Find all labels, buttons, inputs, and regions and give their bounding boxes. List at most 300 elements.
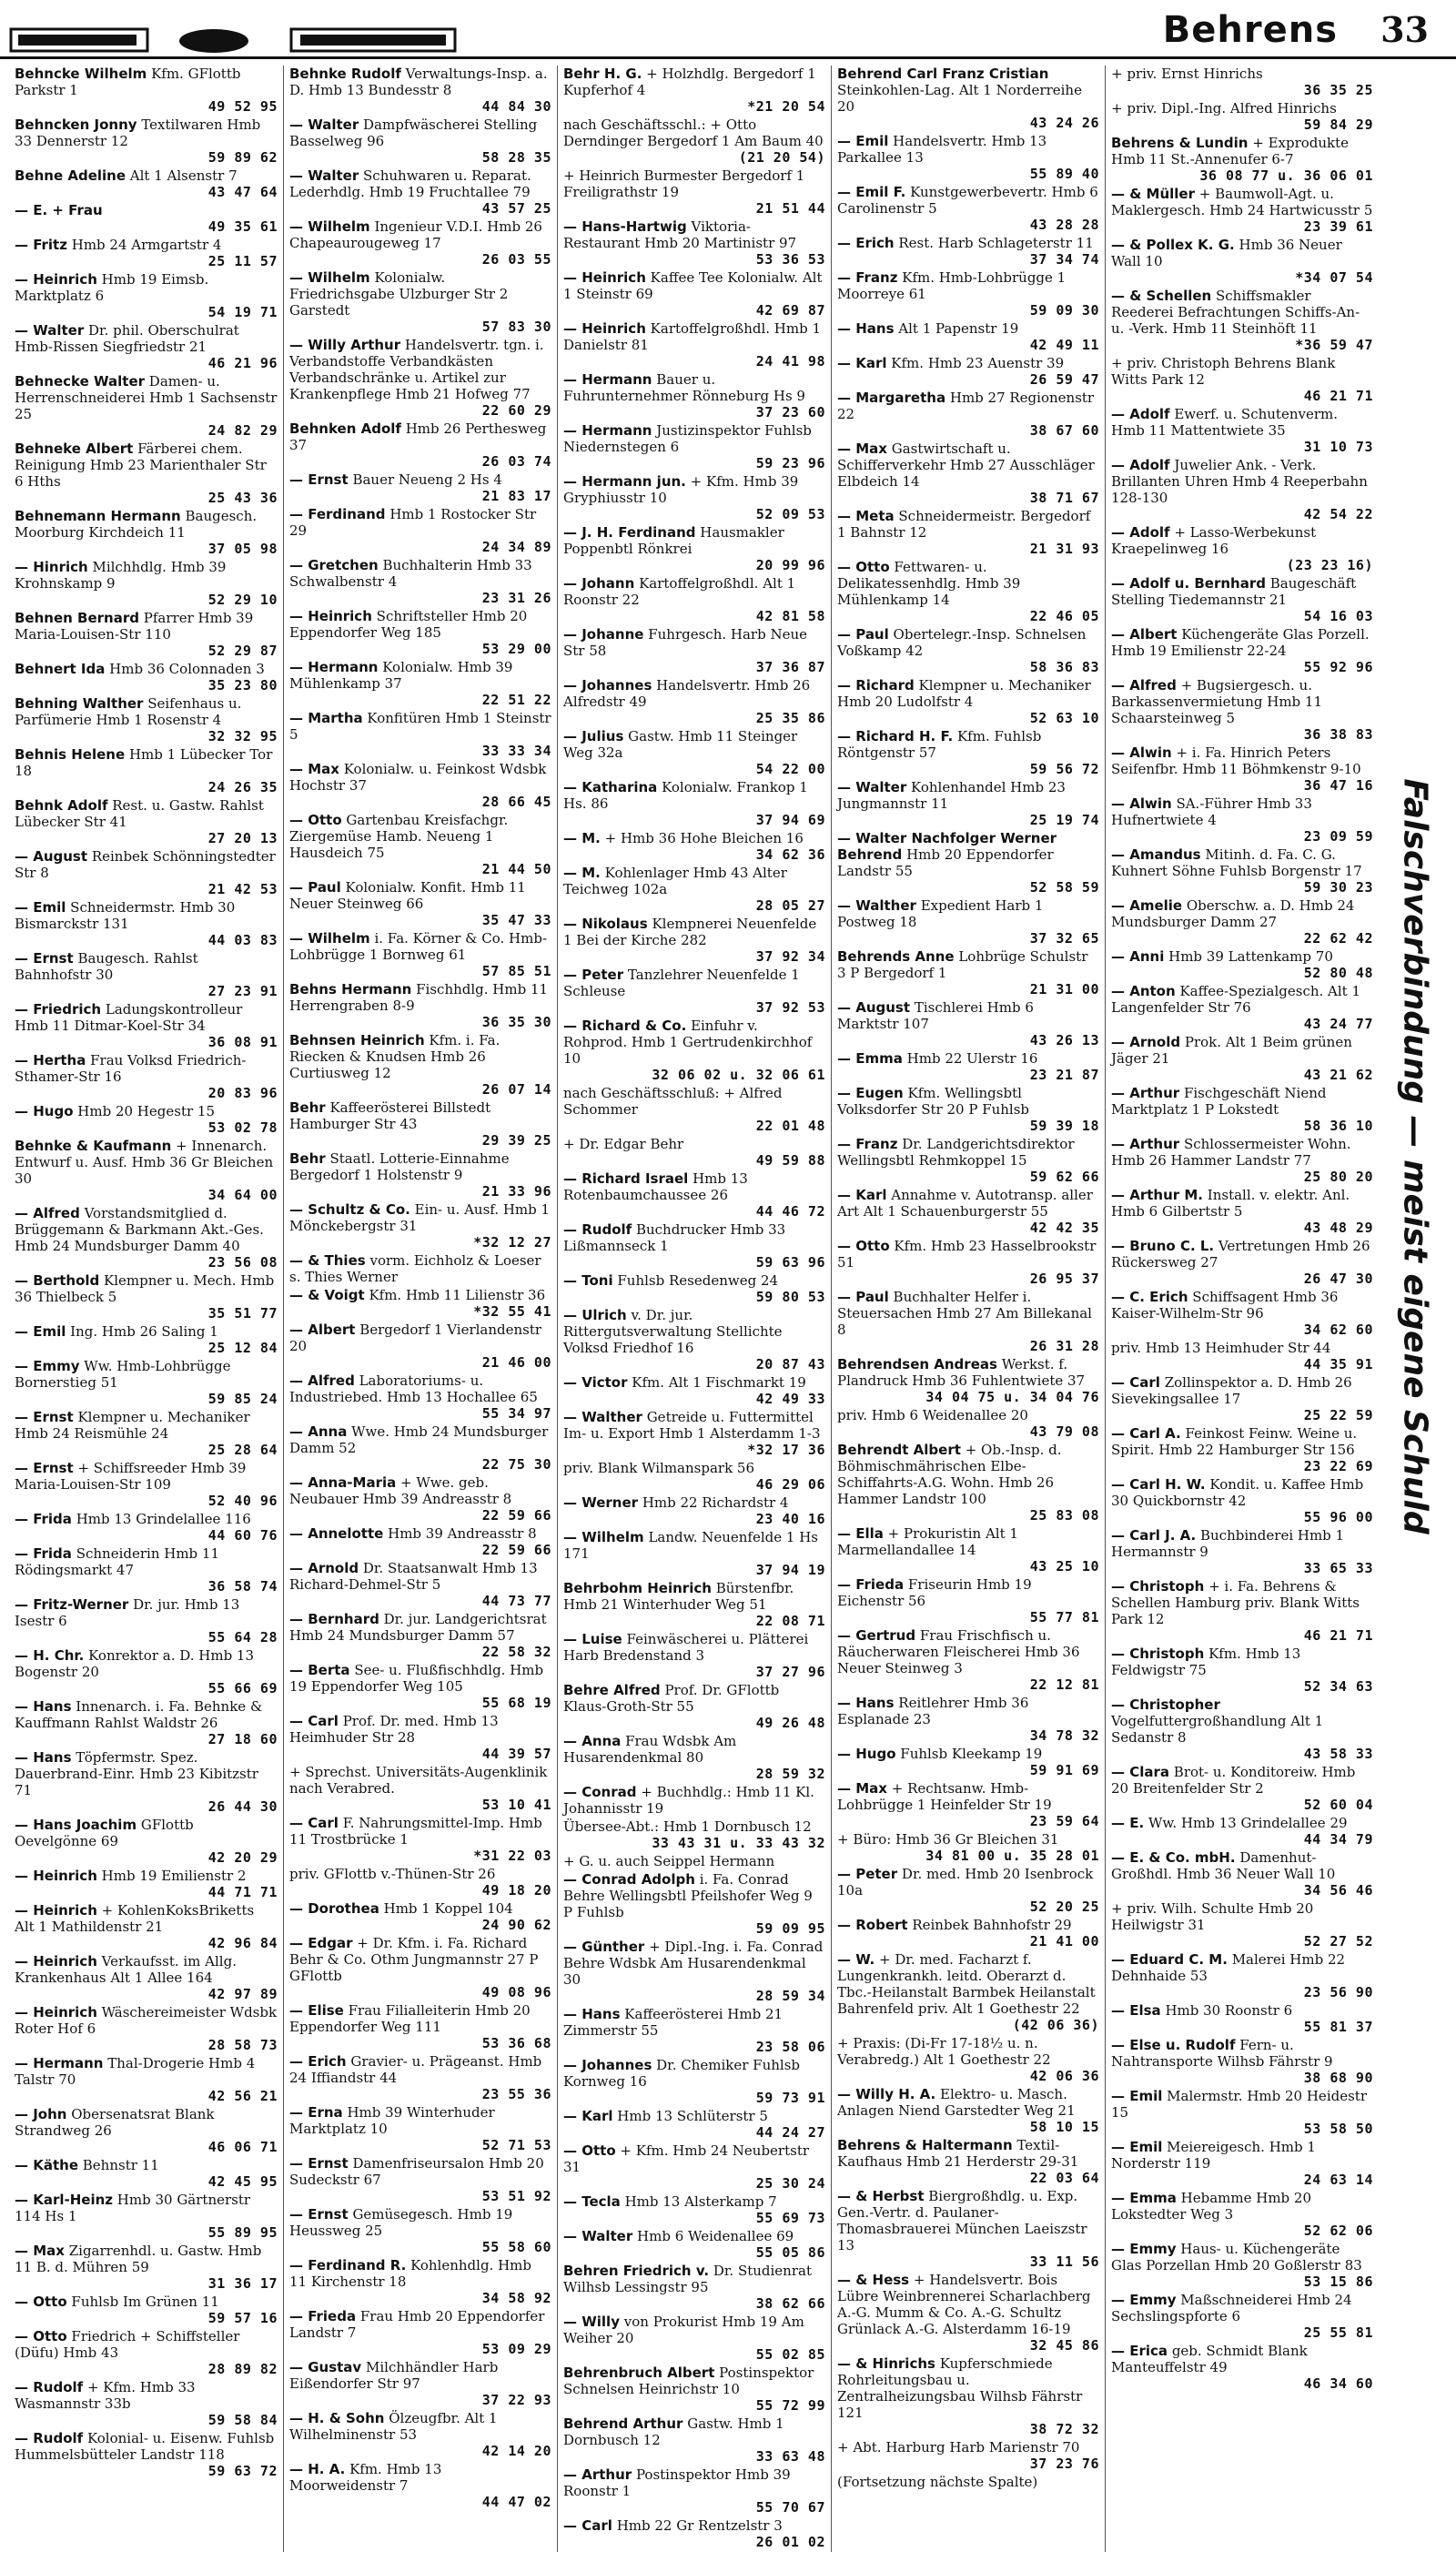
entry-phone: 42 14 20: [481, 2443, 551, 2459]
directory-entry: [15, 1902, 278, 1951]
entry-phone: 23 56 08: [207, 1254, 278, 1271]
entry-name: Behrendsen Andreas: [837, 1356, 997, 1372]
entry-details: Fischhdlg. Hmb 11 Herrengraben 8-9: [289, 981, 549, 1014]
entry-name: — Carl H. W.: [1111, 1476, 1206, 1493]
directory-entry: [563, 66, 825, 115]
entry-phone: 44 03 83: [207, 932, 278, 948]
entry-phone: 38 67 60: [1029, 422, 1099, 439]
entry-details: Reinbek Bahnhofstr 29: [912, 1917, 1072, 1933]
column-1: [9, 66, 283, 2552]
entry-details: Kohlenhdlg. Hmb 11 Kirchenstr 18: [289, 2257, 531, 2290]
entry-details: Ölzeugfbr. Alt 1 Wilhelminenstr 53: [289, 2410, 498, 2443]
directory-entry: [1111, 575, 1373, 624]
entry-name: — Anna-Maria: [289, 1474, 397, 1491]
entry-details: Kunstgewerbevertr. Hmb 6 Carolinenstr 5: [837, 184, 1098, 217]
entry-details: Steinkohlen-Lag. Alt 1 Norderreihe 20: [837, 82, 1082, 115]
entry-name: — Albert: [1111, 626, 1178, 643]
entry-details: Vogelfuttergroßhandlung Alt 1 Sedanstr 8: [1111, 1713, 1324, 1746]
directory-entry: [289, 1662, 551, 1711]
entry-phone: 57 85 51: [481, 963, 551, 979]
entry-details: Kartoffelgroßhdl. Alt 1 Roonstr 22: [563, 575, 796, 608]
entry-phone: 26 01 02: [755, 2534, 825, 2550]
directory-entry: [1111, 1425, 1373, 1474]
entry-details: Werkst. f. Plandruck Hmb 36 Fuhlentwiete 37: [837, 1356, 1086, 1389]
entry-name: — Karl: [837, 1187, 887, 1203]
directory-entry: [1111, 1034, 1373, 1083]
entry-phone: 43 21 62: [1303, 1067, 1373, 1083]
entry-details: Frau Hmb 20 Eppendorfer Landstr 7: [289, 2308, 545, 2341]
entry-phone: 55 05 86: [755, 2244, 825, 2261]
entry-details: Fuhlsb Im Grünen 11: [71, 2294, 219, 2310]
entry-name: — Heinrich: [15, 2004, 97, 2020]
entry-name: — Luise: [563, 1631, 622, 1647]
directory-entry: [563, 967, 825, 1016]
entry-details: Hausmakler Poppenbtl Rönkrei: [563, 524, 784, 557]
directory-entry: [15, 610, 278, 659]
entry-details: Schneidermeistr. Bergedorf 1 Bahnstr 12: [837, 508, 1091, 541]
entry-details: See- u. Flußfischhdlg. Hmb 19 Eppendorfer Weg 105: [289, 1662, 544, 1695]
entry-phone: 58 36 83: [1029, 659, 1099, 675]
entry-details: Kfm. Hmb 11 Lilienstr 36: [369, 1287, 546, 1303]
entry-phone: 46 06 71: [207, 2139, 278, 2155]
directory-entry: [837, 66, 1099, 131]
entry-name: — Carl: [563, 2517, 612, 2534]
entry-name: — Hans: [563, 2006, 621, 2022]
entry-phone: 49 26 48: [755, 1715, 825, 1731]
directory-entry: [837, 999, 1099, 1048]
entry-name: — Wilhelm: [289, 930, 370, 947]
entry-details: Verwaltungs-Insp. a. D. Hmb 13 Bundesstr 8: [289, 66, 548, 98]
entry-details: v. Dr. jur. Rittergutsverwaltung Stellichte Volksd Friedhof 16: [563, 1307, 783, 1356]
entry-name: Behnsen Heinrich: [289, 1032, 425, 1048]
entry-details: Oberschw. a. D. Hmb 24 Mundsburger Damm 27: [1111, 897, 1355, 930]
entry-details: Bürstenfbr. Hmb 21 Winterhuder Weg 51: [563, 1580, 794, 1613]
entry-phone: 23 59 64: [1029, 1813, 1099, 1829]
entry-phone: 21 46 00: [481, 1354, 551, 1371]
entry-details: Alt 1 Papenstr 19: [898, 320, 1019, 337]
entry-phone: 52 80 48: [1303, 965, 1373, 981]
directory-entry: [15, 950, 278, 999]
directory-entry: [563, 2517, 825, 2550]
entry-details: Textil-Kaufhaus Hmb 21 Herderstr 29-31: [837, 2137, 1079, 2170]
entry-phone: 34 04 75 u. 34 04 76: [925, 1389, 1099, 1405]
directory-entry: [15, 1953, 278, 2002]
entry-phone: 59 09 30: [1029, 302, 1099, 319]
entry-details: Konrektor a. D. Hmb 13 Bogenstr 20: [15, 1647, 255, 1680]
entry-phone: 21 42 53: [207, 881, 278, 897]
directory-entry: [1111, 2343, 1373, 2392]
directory-entry: [837, 269, 1099, 319]
entry-details: Ingenieur V.D.I. Hmb 26 Chapeaurougeweg 17: [289, 218, 542, 251]
entry-phone: 22 51 22: [481, 692, 551, 708]
entry-phone: 59 91 69: [1029, 1762, 1099, 1778]
entry-phone: 59 23 96: [755, 455, 825, 471]
entry-phone: 24 90 62: [481, 1917, 551, 1933]
directory-entry: [289, 2155, 551, 2204]
entry-details: Gastw. Hmb 1 Dornbusch 12: [563, 2415, 784, 2448]
entry-details: Kfm. Alt 1 Fischmarkt 19: [632, 1374, 806, 1391]
entry-phone: 44 84 30: [481, 98, 551, 115]
entry-phone: 54 19 71: [207, 304, 278, 320]
directory-entry: [289, 471, 551, 504]
entry-name: — Elise: [289, 2002, 344, 2019]
entry-details: + G. u. auch Seippel Hermann: [563, 1853, 775, 1869]
entry-phone: 43 28 28: [1029, 217, 1099, 233]
directory-entry: [289, 1423, 551, 1473]
entry-name: — John: [15, 2106, 67, 2122]
entry-name: — Carl J. A.: [1111, 1527, 1197, 1544]
entry-name: — Gretchen: [289, 557, 379, 573]
entry-name: — J. H. Ferdinand: [563, 524, 696, 541]
entry-details: Kohlenhandel Hmb 23 Jungmannstr 11: [837, 779, 1066, 812]
entry-details: Dr. Chemiker Fuhlsb Kornweg 16: [563, 2057, 801, 2090]
entry-phone: 36 47 16: [1303, 777, 1373, 794]
entry-phone: 28 59 32: [755, 1766, 825, 1782]
entry-name: — Otto: [563, 2142, 616, 2159]
entry-details: Schuhwaren u. Reparat. Lederhdlg. Hmb 19 Fruchtallee 79: [289, 167, 531, 200]
entry-name: — Hugo: [15, 1103, 74, 1119]
entry-name: — Hugo: [837, 1746, 896, 1762]
directory-entry: [837, 1866, 1099, 1915]
entry-details: Malermstr. Hmb 20 Heidestr 15: [1111, 2088, 1367, 2121]
entry-phone: *31 22 03: [473, 1848, 551, 1864]
entry-phone: 21 51 44: [755, 200, 825, 217]
entry-name: — Willy Arthur: [289, 337, 401, 353]
entry-details: + i. Fa. Behrens & Schellen Hamburg priv. Blank Witts Park 12: [1111, 1578, 1360, 1627]
entry-details: Zollinspektor a. D. Hmb 26 Sievekingsallee 17: [1111, 1374, 1352, 1407]
entry-phone: 23 40 16: [755, 1511, 825, 1527]
directory-entry: [15, 2106, 278, 2155]
directory-entry: [289, 1866, 551, 1899]
entry-details: Hmb 30 Gärtnerstr 114 Hs 1: [15, 2192, 251, 2224]
entry-phone: 52 60 04: [1303, 1797, 1373, 1813]
entry-phone: 55 34 97: [481, 1405, 551, 1422]
directory-entry: [563, 320, 825, 370]
entry-details: Klempner u. Mechaniker Hmb 24 Reismühle 24: [15, 1409, 250, 1442]
entry-details: Dr. jur. Landgerichtsrat Hmb 24 Mundsburger Damm 57: [289, 1611, 547, 1644]
entry-phone: 53 58 50: [1303, 2121, 1373, 2137]
entry-name: — Alfred: [15, 1205, 80, 1221]
directory-entry: [563, 371, 825, 420]
directory-entry: [289, 812, 551, 877]
directory-entry: [837, 1525, 1099, 1575]
entry-details: Schiffsagent Hmb 36 Kaiser-Wilhelm-Str 96: [1111, 1289, 1339, 1322]
entry-details: Hmb 22 Gr Rentzelstr 3: [616, 2517, 783, 2534]
entry-details: Handelsvertr. Hmb 26 Alfredstr 49: [563, 677, 811, 710]
entry-details: SA.-Führer Hmb 33 Hufnertwiete 4: [1111, 795, 1312, 828]
directory-entry: [1111, 626, 1373, 675]
entry-details: Friseurin Hmb 19 Eichenstr 56: [837, 1576, 1032, 1609]
entry-phone: 21 31 00: [1029, 981, 1099, 998]
entry-phone: 55 72 99: [755, 2397, 825, 2414]
directory-entry: [837, 830, 1099, 896]
directory-entry: [563, 1221, 825, 1271]
entry-name: Behnen Bernard: [15, 610, 139, 626]
directory-entry: [563, 830, 825, 863]
directory-entry: [837, 2188, 1099, 2270]
entry-phone: 53 36 68: [481, 2035, 551, 2051]
entry-details: Schriftsteller Hmb 20 Eppendorfer Weg 185: [289, 608, 528, 641]
entry-phone: 55 70 67: [755, 2499, 825, 2516]
directory-entry: [15, 1205, 278, 1271]
entry-name: Behnk Adolf: [15, 797, 108, 814]
entry-details: Feinwäscherei u. Plätterei Harb Bredenstand 3: [563, 1631, 809, 1664]
entry-details: Gemüsegesch. Hmb 19 Heussweg 25: [289, 2206, 513, 2239]
directory-entry: [15, 202, 278, 235]
directory-entry: [15, 1001, 278, 1050]
entry-phone: 53 02 78: [207, 1119, 278, 1136]
entry-phone: 59 62 66: [1029, 1169, 1099, 1185]
entry-name: — Johannes: [563, 2057, 652, 2073]
entry-name: — Schultz & Co.: [289, 1201, 410, 1218]
entry-name: Behrenbruch Albert: [563, 2365, 715, 2381]
entry-details: Küchengeräte Glas Porzell. Hmb 19 Emilienstr 22-24: [1111, 626, 1370, 659]
directory-entry: [15, 373, 278, 439]
directory-entry: [15, 1409, 278, 1458]
entry-phone: 59 63 72: [207, 2463, 278, 2479]
entry-phone: 59 39 18: [1029, 1118, 1099, 1134]
entry-details: + Ob.-Insp. d. Böhmischmährischen Elbe-Schiffahrts-A.G. Wohn. Hmb 26 Hammer Landstr 100: [837, 1442, 1062, 1507]
directory-entry: [289, 557, 551, 606]
entry-name: — Otto: [15, 2328, 67, 2344]
directory-entry: [15, 271, 278, 320]
page-title: Behrens: [1162, 9, 1338, 51]
entry-phone: 54 16 03: [1303, 608, 1373, 624]
entry-details: i. Fa. Conrad Behre Wellingsbtl Pfeilshofer Weg 9 P Fuhlsb: [563, 1871, 813, 1920]
entry-name: — Frida: [15, 1545, 72, 1562]
entry-details: priv. Hmb 6 Weidenallee 20: [837, 1407, 1028, 1423]
directory-entry: [837, 948, 1099, 998]
entry-phone: 37 36 87: [755, 659, 825, 675]
entry-name: — Carl: [289, 1713, 339, 1729]
entry-phone: 38 68 90: [1303, 2070, 1373, 2086]
directory-entry: [1111, 406, 1373, 455]
directory-entry: [1111, 1340, 1373, 1372]
entry-details: + Hmb 36 Hohe Bleichen 16: [604, 830, 804, 846]
entry-details: Seifenhaus u. Parfümerie Hmb 1 Rosenstr 4: [15, 695, 242, 728]
entry-phone: 53 15 86: [1303, 2274, 1373, 2290]
entry-name: — Victor: [563, 1374, 628, 1391]
entry-phone: 25 80 20: [1303, 1169, 1373, 1185]
entry-name: — Max: [289, 761, 339, 777]
directory-entry: [289, 2053, 551, 2102]
entry-phone: 37 32 65: [1029, 930, 1099, 947]
entry-phone: 25 43 36: [207, 490, 278, 506]
entry-details: + Prokuristin Alt 1 Marmellandallee 14: [837, 1525, 1018, 1558]
entry-name: — Hans-Hartwig: [563, 218, 687, 235]
directory-entry: [837, 1951, 1099, 2033]
directory-entry: [563, 2142, 825, 2192]
entry-phone: 34 81 00 u. 35 28 01: [925, 1848, 1099, 1864]
entry-details: Fuhlsb Kleekamp 19: [900, 1746, 1043, 1762]
entry-details: Hmb 6 Weidenallee 69: [637, 2228, 794, 2244]
entry-phone: 36 35 30: [481, 1014, 551, 1030]
entry-details: Frau Volksd Friedrich-Sthamer-Str 16: [15, 1052, 247, 1085]
entry-name: — Hans: [15, 1749, 72, 1766]
entry-details: Milchhändler Harb Eißendorfer Str 97: [289, 2359, 499, 2392]
entry-phone: 42 06 36: [1029, 2068, 1099, 2084]
entry-details: Alt 1 Alsenstr 7: [129, 167, 238, 184]
directory-entry: [1111, 1085, 1373, 1134]
directory-entry: [837, 2086, 1099, 2135]
directory-entry: [837, 728, 1099, 777]
directory-entry: [1111, 524, 1373, 573]
directory-entry: [563, 626, 825, 675]
entry-name: Behrens & Haltermann: [837, 2137, 1013, 2153]
directory-entry: [837, 626, 1099, 675]
entry-name: — Hermann jun.: [563, 473, 686, 490]
entry-details: Fuhlsb Resedenweg 24: [617, 1272, 779, 1289]
entry-details: Baugeschäft Stelling Tiedemannstr 21: [1111, 575, 1357, 608]
entry-name: — Hertha: [15, 1052, 86, 1068]
entry-phone: 54 22 00: [755, 761, 825, 777]
directory-entry: [289, 506, 551, 555]
entry-details: + Handelsvertr. Bois Lübre Weinbrennerei Scharlachberg A.-G. Mumm & Co. A.-G. Schultz Grünlack A.-G. Alsterdamm 16-19: [837, 2272, 1091, 2337]
entry-details: Hmb 13 Schlüterstr 5: [617, 2108, 768, 2124]
entry-name: Behnecke Walter: [15, 373, 146, 390]
entry-phone: 59 85 24: [207, 1391, 278, 1407]
entry-details: + Baumwoll-Agt. u. Maklergesch. Hmb 24 Hartwicusstr 5: [1111, 186, 1373, 218]
directory-entry: [837, 1442, 1099, 1524]
directory-entry: [837, 184, 1099, 233]
directory-entry: [15, 1698, 278, 1747]
directory-entry: [837, 2137, 1099, 2186]
entry-phone: 31 36 17: [207, 2275, 278, 2292]
entry-details: nach Geschäftsschl.: + Otto Derndinger Bergedorf 1 Am Baum 40: [563, 116, 824, 149]
entry-name: — Walter Nachfolger Werner Behrend: [837, 830, 1057, 863]
directory-entry: [289, 2206, 551, 2255]
entry-phone: 28 59 34: [755, 1988, 825, 2004]
directory-entry: [1111, 897, 1373, 947]
entry-name: — Richard Israel: [563, 1170, 689, 1187]
entry-name: — Robert: [837, 1917, 908, 1933]
entry-phone: 23 39 61: [1303, 218, 1373, 235]
entry-details: Mitinh. d. Fa. C. G. Kuhnert Söhne Fuhlsb Borgenstr 17: [1111, 846, 1362, 879]
entry-details: Rest. Harb Schlageterstr 11: [898, 235, 1094, 251]
entry-phone: 33 65 33: [1303, 1560, 1373, 1576]
directory-entry: [1111, 1136, 1373, 1185]
entry-phone: 33 33 34: [481, 743, 551, 759]
entry-name: — Gertrud: [837, 1627, 916, 1644]
entry-details: vorm. Eichholz & Loeser s. Thies Werner: [289, 1252, 541, 1285]
entry-phone: 37 94 19: [755, 1562, 825, 1578]
entry-name: — Else u. Rudolf: [1111, 2037, 1236, 2053]
entry-details: i. Fa. Körner & Co. Hmb-Lohbrügge 1 Bornweg 61: [289, 930, 548, 963]
entry-name: — Arthur: [1111, 1085, 1180, 1101]
entry-name: — Christoph: [1111, 1578, 1205, 1595]
entry-phone: 37 92 53: [755, 999, 825, 1016]
entry-details: Prok. Alt 1 Beim grünen Jäger 21: [1111, 1034, 1352, 1067]
entry-phone: 36 38 83: [1303, 726, 1373, 743]
entry-name: — Edgar: [289, 1935, 353, 1951]
entry-name: — Franz: [837, 269, 898, 286]
entry-name: — Emil F.: [837, 184, 906, 200]
directory-entry: [837, 1050, 1099, 1083]
entry-name: — Arthur: [1111, 1136, 1180, 1152]
entry-phone: *32 12 27: [473, 1234, 551, 1251]
entry-name: — Adolf: [1111, 457, 1170, 473]
directory-entry: [289, 608, 551, 657]
entry-details: Wwe. Hmb 24 Mundsburger Damm 52: [289, 1423, 549, 1456]
entry-name: — Nikolaus: [563, 916, 648, 932]
entry-details: Malerei Hmb 22 Dehnhaide 53: [1111, 1951, 1346, 1984]
entry-phone: 42 20 29: [207, 1849, 278, 1866]
directory-entry: [289, 337, 551, 419]
entry-details: Hmb 30 Roonstr 6: [1165, 2002, 1293, 2019]
entry-phone: 43 57 25: [481, 200, 551, 217]
entry-name: Behr H. G.: [563, 66, 642, 82]
entry-details: Buchhalter Helfer i. Steuersachen Hmb 27 Am Billekanal 8: [837, 1289, 1092, 1338]
entry-details: Hmb 36 Colonnaden 3: [109, 661, 265, 677]
entry-name: — Emmy: [1111, 2292, 1177, 2308]
entry-details: Hmb 27 Regionenstr 22: [837, 390, 1095, 422]
directory-entry: [563, 218, 825, 268]
entry-details: + priv. Ernst Hinrichs: [1111, 66, 1263, 82]
entry-phone: 53 29 00: [481, 641, 551, 657]
entry-details: Hmb 22 Ulerstr 16: [906, 1050, 1038, 1067]
entry-details: + KohlenKoksBriketts Alt 1 Mathildenstr 21: [15, 1902, 255, 1935]
directory-entry: [15, 2157, 278, 2190]
entry-details: Hmb 39 Andreasstr 8: [388, 1525, 537, 1542]
entry-details: Hmb 13 Grindelallee 116: [76, 1511, 251, 1527]
entry-details: Kolonialw. Konfit. Hmb 11 Neuer Steinweg 66: [289, 879, 526, 912]
entry-details: Vorstandsmitglied d. Brüggemann & Barkmann Akt.-Ges. Hmb 24 Mundsburger Damm 40: [15, 1205, 264, 1254]
directory-entry: [563, 2006, 825, 2055]
entry-details: Einfuhr v. Rohprod. Hmb 1 Gertrudenkirchhof 10: [563, 1018, 813, 1067]
entry-details: Juwelier Ank. - Verk. Brillanten Uhren Hmb 4 Reeperbahn 128-130: [1111, 457, 1368, 506]
entry-name: — Carl: [1111, 1374, 1160, 1391]
directory-entry: [1111, 1951, 1373, 2000]
directory-entry: [837, 559, 1099, 624]
entry-phone: 49 59 88: [755, 1152, 825, 1169]
entry-name: — Wilhelm: [563, 1529, 644, 1545]
entry-details: Reitlehrer Hmb 36 Esplanade 23: [837, 1695, 1029, 1727]
entry-details: Baugesch. Rahlst Bahnhofstr 30: [15, 950, 198, 983]
entry-phone: 22 59 66: [481, 1507, 551, 1524]
directory-entry: [563, 2108, 825, 2141]
entry-phone: 34 58 92: [481, 2290, 551, 2306]
entry-name: — Frida: [15, 1511, 72, 1527]
entry-phone: 24 63 14: [1303, 2172, 1373, 2188]
entry-phone: 36 35 25: [1303, 82, 1373, 98]
directory-entry: [563, 1136, 825, 1169]
directory-entry: [15, 797, 278, 846]
entry-phone: 59 58 84: [207, 2412, 278, 2428]
entry-phone: 28 89 82: [207, 2361, 278, 2377]
entry-name: — Rudolf: [563, 1221, 632, 1238]
directory-entry: [15, 746, 278, 795]
entry-phone: 55 02 85: [755, 2346, 825, 2363]
directory-entry: [837, 441, 1099, 506]
entry-details: Frau Filialleiterin Hmb 20 Eppendorfer Weg 111: [289, 2002, 531, 2035]
entry-details: Kfm. Hmb 13 Moorweidenstr 7: [289, 2461, 442, 2494]
directory-entry: [289, 218, 551, 268]
entry-details: + Kfm. Hmb 39 Gryphiusstr 10: [563, 473, 799, 506]
directory-entry: [289, 116, 551, 166]
entry-name: — Dorothea: [289, 1900, 379, 1917]
entry-phone: 26 03 74: [481, 453, 551, 470]
entry-phone: 35 47 33: [481, 912, 551, 928]
entry-phone: *21 20 54: [747, 98, 825, 115]
directory-entry: [1111, 744, 1373, 794]
entry-name: — Werner: [563, 1494, 639, 1511]
entry-phone: 43 58 33: [1303, 1746, 1373, 1762]
directory-entry: [1111, 846, 1373, 896]
entry-phone: 52 63 10: [1029, 710, 1099, 726]
column-4: [831, 66, 1105, 2552]
entry-details: priv. Hmb 13 Heimhuder Str 44: [1111, 1340, 1331, 1356]
entry-details: Obertelegr.-Insp. Schnelsen Voßkamp 42: [837, 626, 1087, 659]
